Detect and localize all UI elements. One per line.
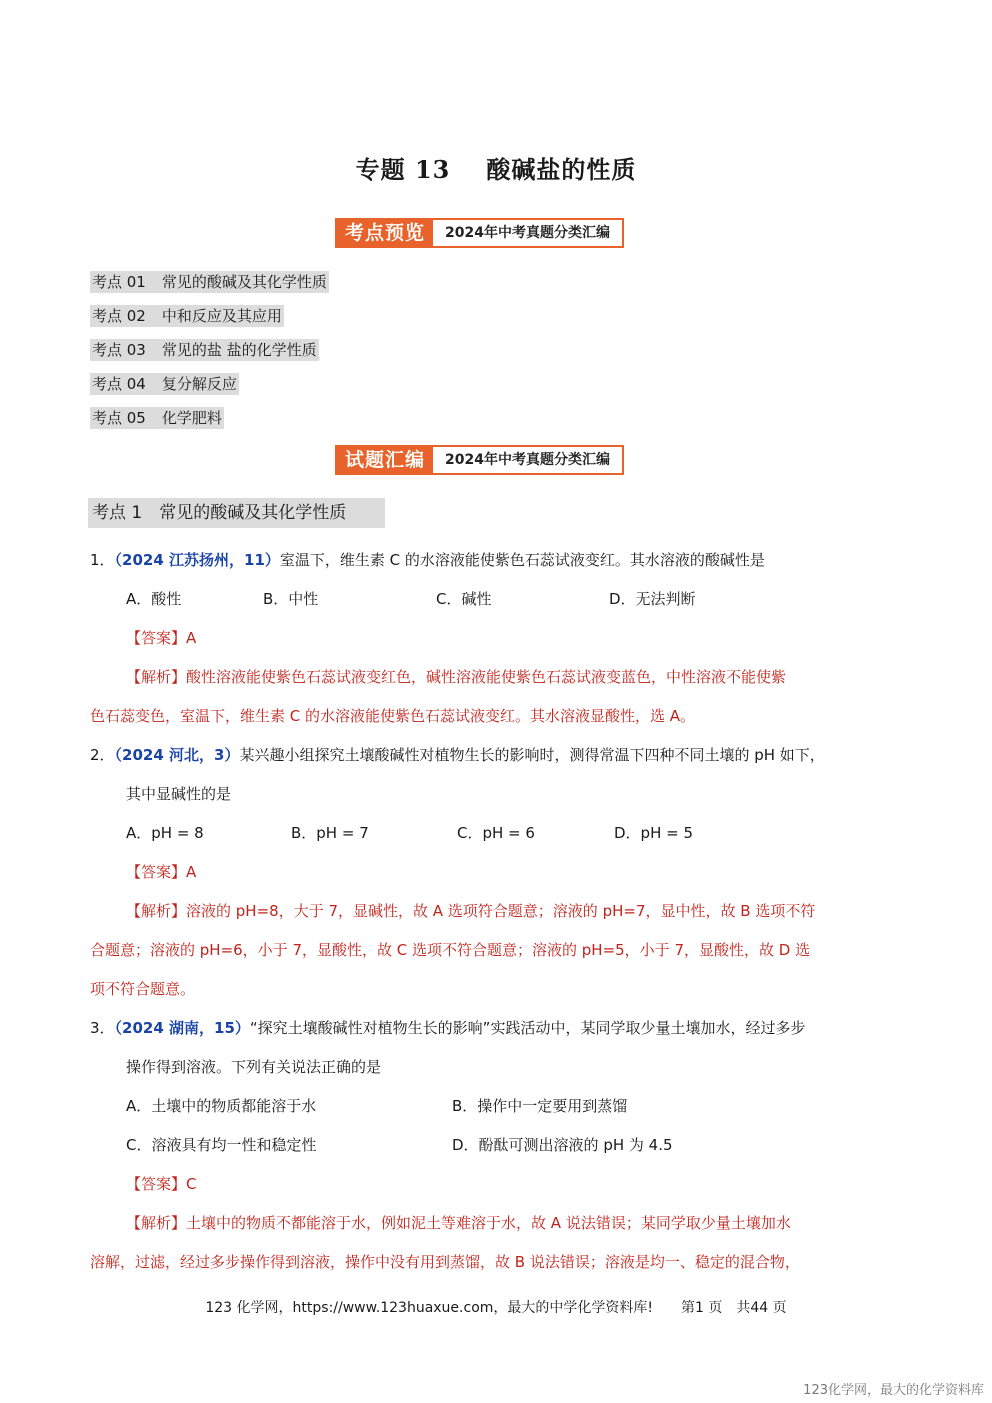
answer-value: C [186, 1175, 197, 1193]
analysis-label: 【解析】 [126, 902, 187, 920]
option: D．酚酞可测出溶液的 pH 为 4.5 [452, 1136, 673, 1154]
question-1-stem [90, 550, 765, 570]
option: A．酸性 [126, 590, 182, 608]
analysis-label: 【解析】 [126, 1214, 187, 1232]
analysis-line [126, 901, 815, 921]
banner-exercises [335, 445, 624, 475]
question-text: 操作得到溶液。下列有关说法正确的是 [126, 1058, 382, 1076]
option: C．碱性 [436, 590, 492, 608]
kaodian-item [90, 373, 239, 395]
analysis-text: 溶液的 pH=8，大于 7，显碱性，故 A 选项符合题意；溶液的 pH=7，显中性，故 B 选项不符 [186, 902, 816, 920]
kaodian-num: 考点 04 [92, 375, 146, 393]
kaodian-item [90, 407, 224, 429]
question-text: 某兴趣小组探究土壤酸碱性对植物生长的影响时，测得常温下四种不同土壤的 pH 如下， [239, 746, 825, 764]
kaodian-item [90, 271, 329, 293]
analysis-text: 酸性溶液能使紫色石蕊试液变红色，碱性溶液能使紫色石蕊试液变蓝色，中性溶液不能使紫 [186, 668, 787, 686]
kaodian-num: 考点 03 [92, 341, 146, 359]
answer-value: A [186, 863, 197, 881]
analysis-line: 溶解，过滤，经过多步操作得到溶液，操作中没有用到蒸馏，故 B 说法错误；溶液是均一、稳定的混合物， [90, 1253, 800, 1271]
title-prefix: 专题 13 [355, 155, 451, 184]
answer-label: 【答案】 [126, 629, 187, 647]
banner-exercises-tag: 试题汇编 [337, 447, 433, 473]
option: B．pH = 7 [291, 824, 369, 842]
banner-preview [335, 218, 624, 248]
page-footer: 123 化学网，https://www.123huaxue.com，最大的中学化学资料库! 第1 页 共44 页 [205, 1300, 787, 1316]
analysis-text: 土壤中的物质不都能溶于水，例如泥土等难溶于水，故 A 说法错误；某同学取少量土壤加水 [186, 1214, 791, 1232]
question-number: 1． [90, 551, 115, 569]
kaodian-item [90, 305, 284, 327]
answer [126, 1174, 197, 1194]
answer-value: A [186, 629, 197, 647]
answer [126, 862, 196, 882]
answer [126, 628, 196, 648]
kaodian-text: 常见的酸碱及其化学性质 [161, 273, 327, 291]
kaodian-text: 复分解反应 [161, 375, 237, 393]
analysis-label: 【解析】 [126, 668, 187, 686]
option: D．无法判断 [609, 590, 696, 608]
watermark: 123化学网，最大的化学资料库 [803, 1383, 984, 1398]
page-title [0, 150, 992, 185]
option: A．pH = 8 [126, 824, 204, 842]
question-source: （2024 江苏扬州，11） [114, 551, 280, 569]
analysis-line: 项不符合题意。 [90, 980, 196, 998]
question-3-stem [90, 1018, 805, 1038]
analysis-line: 合题意；溶液的 pH=6，小于 7，显酸性，故 C 选项不符合题意；溶液的 pH=5，小于 7，显酸性，故 D 选 [90, 941, 811, 959]
banner-preview-sub: 2024年中考真题分类汇编 [445, 225, 610, 241]
kaodian-num: 考点 02 [92, 307, 146, 325]
kaodian-num: 考点 01 [92, 273, 146, 291]
question-source: （2024 河北，3） [114, 746, 240, 764]
question-text: “探究土壤酸碱性对植物生长的影响”实践活动中，某同学取少量土壤加水，经过多步 [249, 1019, 806, 1037]
question-text: 室温下，维生素 C 的水溶液能使紫色石蕊试液变红。其水溶液的酸碱性是 [279, 551, 765, 569]
answer-label: 【答案】 [126, 1175, 187, 1193]
kaodian-text: 常见的盐 盐的化学性质 [161, 341, 317, 359]
title-main: 酸碱盐的性质 [486, 155, 637, 184]
option: A．土壤中的物质都能溶于水 [126, 1097, 317, 1115]
question-text: 其中显碱性的是 [126, 785, 232, 803]
question-source: （2024 湖南，15） [114, 1019, 250, 1037]
question-number: 3． [90, 1019, 115, 1037]
question-2-stem [90, 745, 825, 765]
banner-exercises-sub: 2024年中考真题分类汇编 [445, 452, 610, 468]
kaodian-text: 化学肥料 [161, 409, 222, 427]
option: C．溶液具有均一性和稳定性 [126, 1136, 317, 1154]
option: B．中性 [263, 590, 319, 608]
option: D．pH = 5 [614, 824, 693, 842]
analysis-line: 色石蕊变色，室温下，维生素 C 的水溶液能使紫色石蕊试液变红。其水溶液显酸性，选 A。 [90, 707, 696, 725]
answer-label: 【答案】 [126, 863, 187, 881]
analysis-line [126, 667, 786, 687]
question-number: 2． [90, 746, 115, 764]
kaodian-item [90, 339, 319, 361]
option: B．操作中一定要用到蒸馏 [452, 1097, 628, 1115]
analysis-line [126, 1213, 791, 1233]
kaodian-num: 考点 05 [92, 409, 146, 427]
option: C．pH = 6 [457, 824, 535, 842]
kaodian-text: 中和反应及其应用 [161, 307, 282, 325]
section-heading: 考点 1 常见的酸碱及其化学性质 [88, 498, 385, 528]
banner-preview-tag: 考点预览 [337, 220, 433, 246]
